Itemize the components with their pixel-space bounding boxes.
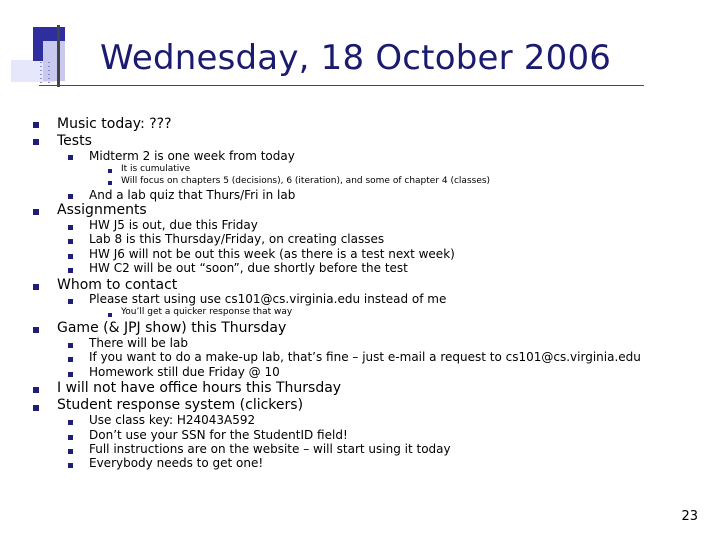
bullet-item: Whom to contact [57, 277, 178, 293]
bullet-item: Full instructions are on the website – will start using it today [89, 442, 451, 456]
bullet-item: Lab 8 is this Thursday/Friday, on creating classes [89, 232, 385, 246]
bullet-marker [68, 449, 73, 454]
bullet-item: It is cumulative [121, 164, 191, 174]
bullet-marker [33, 209, 39, 215]
bullet-marker [68, 254, 73, 259]
bullet-item: Everybody needs to get one! [89, 456, 264, 470]
bullet-item: I will not have office hours this Thursday [57, 380, 342, 396]
bullet-item: Don’t use your SSN for the StudentID field! [89, 428, 348, 442]
title-underline [39, 85, 644, 86]
bullet-item: Tests [57, 133, 92, 149]
bullet-item: Please start using use cs101@cs.virginia.edu instead of me [89, 292, 447, 306]
bullet-item: HW J5 is out, due this Friday [89, 218, 258, 232]
bullet-item: Music today: ??? [57, 116, 172, 132]
decor-square-light [43, 41, 65, 81]
bullet-marker [108, 181, 112, 185]
bullet-item: HW J6 will not be out this week (as there is a test next week) [89, 247, 455, 261]
bullet-marker [68, 225, 73, 230]
bullet-item: And a lab quiz that Thurs/Fri in lab [89, 188, 296, 202]
page-number: 23 [681, 509, 698, 524]
bullet-item: Will focus on chapters 5 (decisions), 6 (iteration), and some of chapter 4 (classes) [121, 176, 491, 186]
bullet-marker [33, 122, 39, 128]
decor-dots [40, 62, 42, 84]
bullet-marker [68, 155, 73, 160]
bullet-item: Game (& JPJ show) this Thursday [57, 320, 287, 336]
bullet-item: There will be lab [89, 336, 188, 350]
bullet-item: HW C2 will be out “soon”, due shortly before the test [89, 261, 408, 275]
bullet-item: Homework still due Friday @ 10 [89, 365, 280, 379]
bullet-marker [68, 343, 73, 348]
bullet-marker [68, 268, 73, 273]
bullet-marker [68, 372, 73, 377]
bullet-marker [68, 357, 73, 362]
bullet-item: You’ll get a quicker response that way [121, 307, 293, 317]
slide-title: Wednesday, 18 October 2006 [100, 38, 612, 78]
bullet-item: If you want to do a make-up lab, that’s fine – just e-mail a request to cs101@cs.virginia.edu [89, 350, 641, 364]
bullet-marker [68, 420, 73, 425]
bullet-marker [33, 405, 39, 411]
bullet-marker [33, 284, 39, 290]
bullet-marker [68, 435, 73, 440]
bullet-item: Use class key: H24043A592 [89, 413, 256, 427]
bullet-marker [68, 239, 73, 244]
bullet-marker [68, 463, 73, 468]
bullet-marker [68, 194, 73, 199]
decor-vertical-line [57, 25, 60, 87]
bullet-marker [33, 387, 39, 393]
bullet-marker [33, 139, 39, 145]
bullet-item: Assignments [57, 202, 147, 218]
bullet-marker [68, 299, 73, 304]
decor-dots [48, 62, 50, 84]
bullet-item: Midterm 2 is one week from today [89, 149, 295, 163]
bullet-marker [33, 327, 39, 333]
bullet-marker [108, 169, 112, 173]
bullet-item: Student response system (clickers) [57, 397, 304, 413]
bullet-marker [108, 313, 112, 317]
